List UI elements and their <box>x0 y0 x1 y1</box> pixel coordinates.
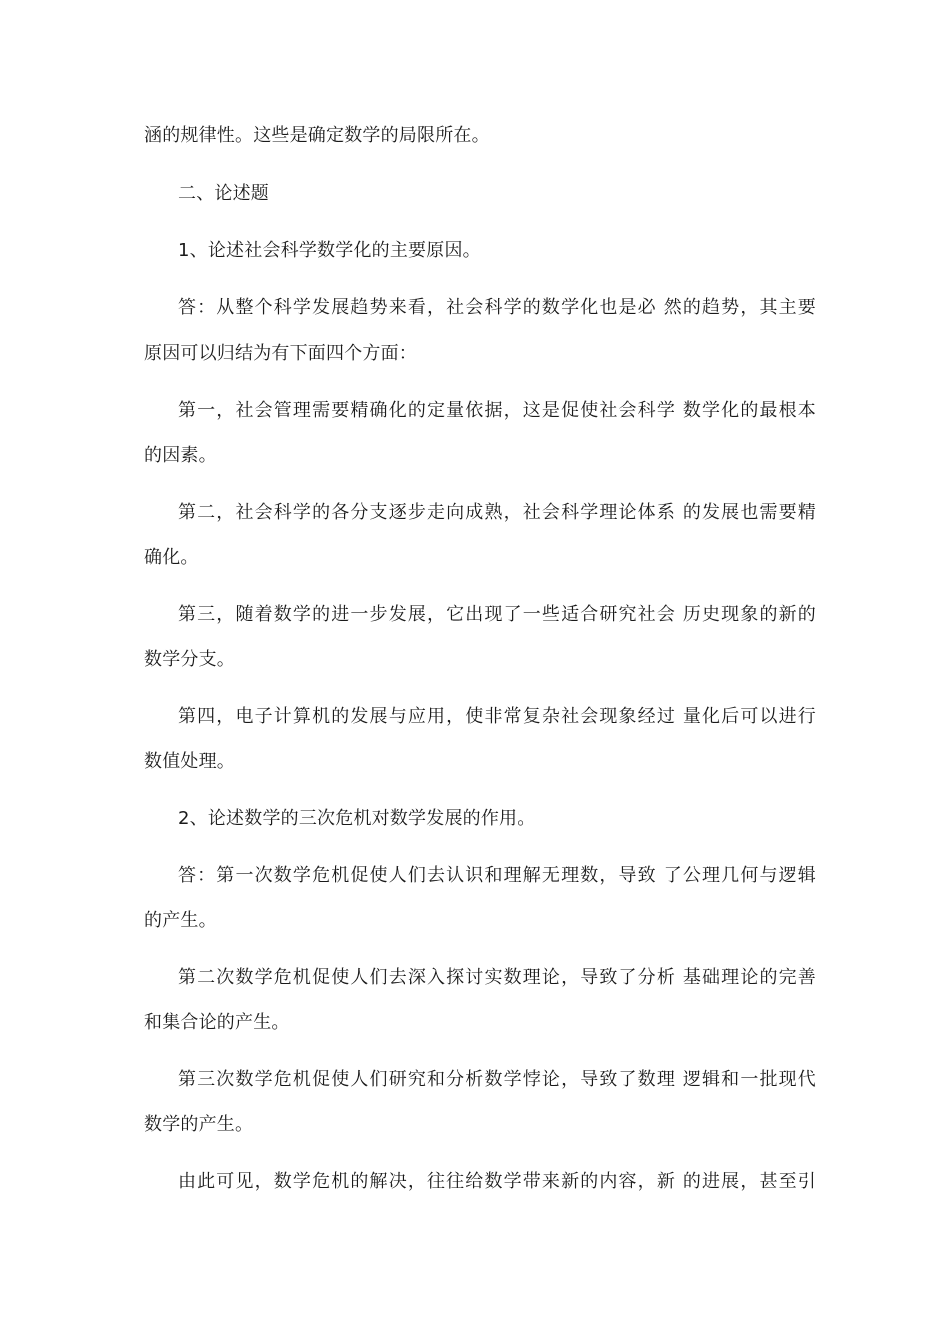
crisis-3-line-1: 第三次数学危机促使人们研究和分析数学悖论，导致了数理 逻辑和一批现代 <box>178 1069 816 1090</box>
point-1-line-1: 第一，社会管理需要精确化的定量依据，这是促使社会科学 数学化的最根本 <box>178 400 816 421</box>
crisis-3-line-2: 数学的产生。 <box>144 1114 254 1135</box>
point-4-line-1: 第四，电子计算机的发展与应用，使非常复杂社会现象经过 量化后可以进行 <box>178 706 816 727</box>
section-heading: 二、论述题 <box>178 183 269 204</box>
question-2: 2、论述数学的三次危机对数学发展的作用。 <box>178 808 536 829</box>
answer-1-line-2: 原因可以归结为有下面四个方面： <box>144 343 417 364</box>
point-3-line-2: 数学分支。 <box>144 649 235 670</box>
conclusion-line-1: 由此可见，数学危机的解决，往往给数学带来新的内容，新 的进展，甚至引 <box>178 1171 816 1192</box>
answer-1-line-1: 答：从整个科学发展趋势来看，社会科学的数学化也是必 然的趋势，其主要 <box>178 297 816 318</box>
answer-2-line-2: 的产生。 <box>144 910 217 931</box>
point-2-line-2: 确化。 <box>144 547 199 568</box>
question-1: 1、论述社会科学数学化的主要原因。 <box>178 240 481 261</box>
answer-2-line-1: 答：第一次数学危机促使人们去认识和理解无理数，导致 了公理几何与逻辑 <box>178 865 816 886</box>
point-3-line-1: 第三，随着数学的进一步发展，它出现了一些适合研究社会 历史现象的新的 <box>178 604 816 625</box>
point-4-line-2: 数值处理。 <box>144 751 235 772</box>
text-line-1: 涵的规律性。这些是确定数学的局限所在。 <box>144 125 490 146</box>
crisis-2-line-1: 第二次数学危机促使人们去深入探讨实数理论，导致了分析 基础理论的完善 <box>178 967 816 988</box>
point-2-line-1: 第二，社会科学的各分支逐步走向成熟，社会科学理论体系 的发展也需要精 <box>178 502 816 523</box>
crisis-2-line-2: 和集合论的产生。 <box>144 1012 290 1033</box>
point-1-line-2: 的因素。 <box>144 445 217 466</box>
